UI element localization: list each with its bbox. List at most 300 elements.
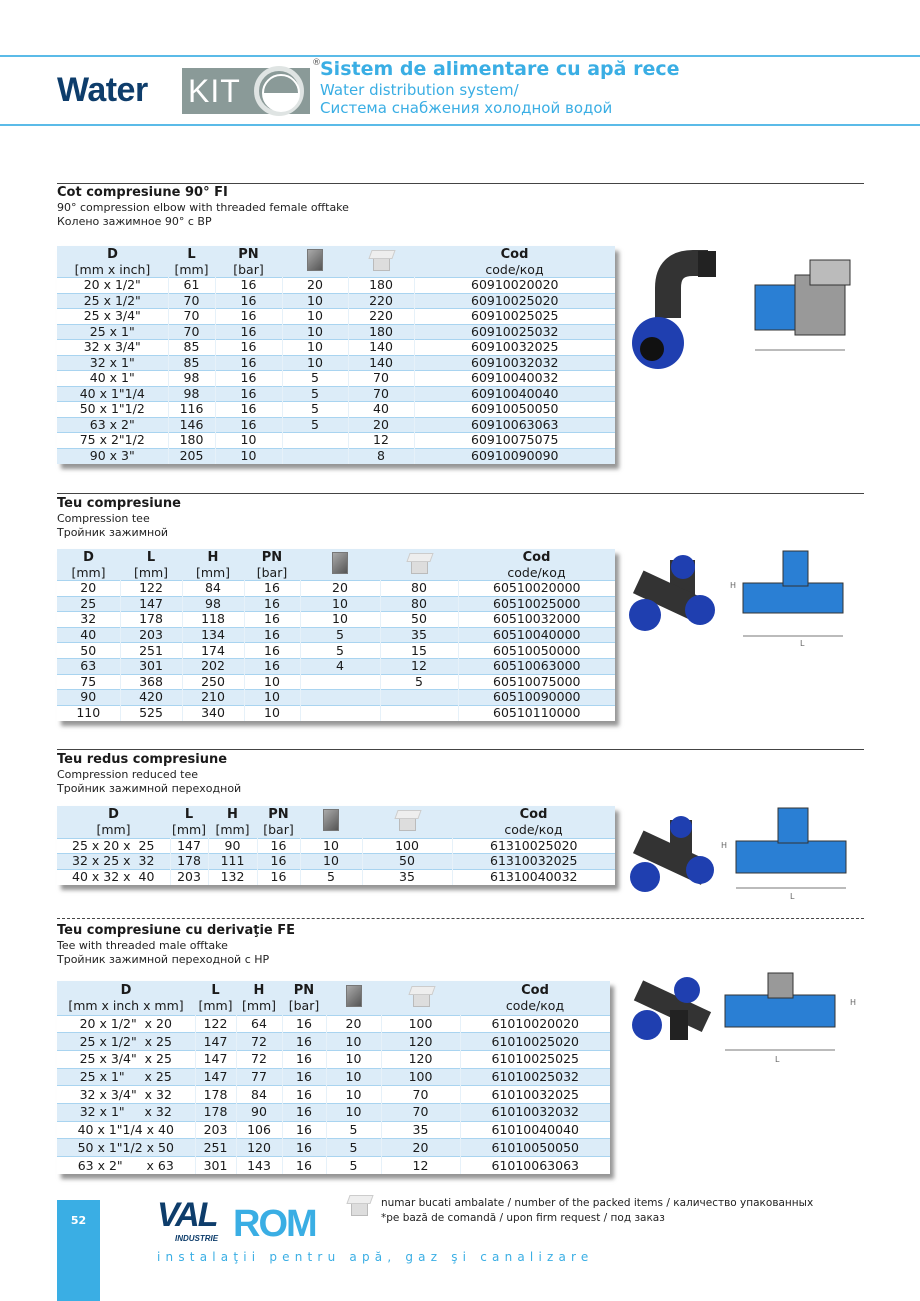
column-header <box>460 981 610 1015</box>
table-cell: 60510110000 <box>458 705 615 721</box>
table-cell: 120 <box>381 1033 460 1051</box>
table-row <box>57 402 615 418</box>
table-cell: 25 x 1" x 25 <box>57 1068 195 1086</box>
column-header <box>57 981 195 1015</box>
table-cell: 203 <box>195 1121 236 1139</box>
column-label: PN <box>238 247 259 262</box>
table-row <box>57 1050 610 1068</box>
table-cell: 61010040040 <box>460 1121 610 1139</box>
section-subtitle-ru: Тройник зажимной переходной с НР <box>57 953 270 966</box>
table-cell: 525 <box>120 705 182 721</box>
column-unit: [mm] <box>195 565 231 580</box>
table-cell: 16 <box>282 1103 326 1121</box>
registered-mark: ® <box>312 58 321 68</box>
table-cell: 40 x 1"1/4 x 40 <box>57 1121 195 1139</box>
table-cell: 146 <box>168 417 215 433</box>
table-cell: 16 <box>244 581 300 597</box>
table-cell: 140 <box>348 355 414 371</box>
table-cell: 10 <box>282 309 348 325</box>
table-cell: 70 <box>348 386 414 402</box>
table-cell: 251 <box>120 643 182 659</box>
header-bottom-rule <box>0 124 920 126</box>
column-header <box>236 981 282 1015</box>
table-row <box>57 581 615 597</box>
table-cell: 32 x 3/4" x 32 <box>57 1086 195 1104</box>
reduced-tee-drawing <box>718 803 863 903</box>
table-row <box>57 293 615 309</box>
table-cell: 40 x 32 x 40 <box>57 869 170 885</box>
table-cell: 16 <box>215 309 282 325</box>
column-header <box>414 246 615 278</box>
table-cell: 5 <box>300 869 362 885</box>
table-row <box>57 1033 610 1051</box>
table-cell: 60510075000 <box>458 674 615 690</box>
table-cell: 61310025020 <box>452 838 615 854</box>
product-table <box>57 549 615 721</box>
table-cell: 178 <box>120 612 182 628</box>
column-unit: code/код <box>504 822 563 838</box>
table-cell: 10 <box>282 324 348 340</box>
table-cell: 10 <box>282 340 348 356</box>
table-cell: 25 x 1/2" <box>57 293 168 309</box>
column-label: Cod <box>522 550 551 565</box>
column-header <box>57 549 120 581</box>
table-cell: 220 <box>348 293 414 309</box>
product-table <box>57 246 615 464</box>
column-header <box>215 246 282 278</box>
table-cell: 90 <box>208 838 257 854</box>
table-cell: 25 x 1/2" x 25 <box>57 1033 195 1051</box>
table-cell: 122 <box>195 1015 236 1033</box>
table-row <box>57 324 615 340</box>
table-cell: 118 <box>182 612 244 628</box>
section-subtitle-en: Tee with threaded male offtake <box>57 939 228 952</box>
table-cell: 16 <box>282 1033 326 1051</box>
table-cell: 16 <box>215 293 282 309</box>
bag-icon <box>332 552 348 574</box>
table-cell: 20 <box>300 581 380 597</box>
table-row <box>57 838 615 854</box>
table-cell: 16 <box>257 838 300 854</box>
column-unit: [mm] <box>215 822 250 838</box>
table-row <box>57 643 615 659</box>
table-cell: 147 <box>120 596 182 612</box>
table-row <box>57 448 615 464</box>
table-row <box>57 371 615 387</box>
table-cell: 5 <box>282 386 348 402</box>
table-cell: 63 <box>57 658 120 674</box>
table-cell: 90 <box>236 1103 282 1121</box>
table-cell: 16 <box>257 854 300 870</box>
table-cell: 12 <box>348 433 414 449</box>
column-label: L <box>187 247 196 262</box>
column-unit: [mm x inch] <box>74 262 151 277</box>
table-cell: 32 x 3/4" <box>57 340 168 356</box>
column-header <box>380 549 458 581</box>
table-cell: 180 <box>348 324 414 340</box>
table-cell: 16 <box>282 1121 326 1139</box>
column-header <box>244 549 300 581</box>
table-cell <box>300 705 380 721</box>
dim-h-label: H <box>721 841 728 850</box>
dim-h-label: H <box>730 581 737 590</box>
table-cell: 20 <box>282 278 348 294</box>
column-label: H <box>227 807 238 823</box>
table-cell: 63 x 2" x 63 <box>57 1157 195 1175</box>
tee-drawing <box>728 548 858 648</box>
column-label: L <box>184 807 194 823</box>
column-header <box>458 549 615 581</box>
dim-l-label: L <box>775 1055 780 1064</box>
table-cell: 16 <box>215 371 282 387</box>
table-cell: 85 <box>168 340 215 356</box>
table-cell: 5 <box>326 1139 381 1157</box>
table-cell: 50 <box>57 643 120 659</box>
column-unit: code/код <box>507 565 566 580</box>
table-cell: 16 <box>257 869 300 885</box>
table-row <box>57 355 615 371</box>
table-cell: 35 <box>362 869 452 885</box>
table-cell: 50 x 1"1/2 <box>57 402 168 418</box>
column-unit: [bar] <box>288 998 320 1014</box>
column-header <box>57 246 168 278</box>
table-row <box>57 658 615 674</box>
table-cell: 10 <box>326 1086 381 1104</box>
legend-upon-request: *pe bază de comandă / upon firm request / под заказ <box>381 1212 665 1224</box>
table-cell: 110 <box>57 705 120 721</box>
table-cell: 5 <box>326 1121 381 1139</box>
table-cell: 116 <box>168 402 215 418</box>
table-cell: 60510025000 <box>458 596 615 612</box>
column-header <box>57 806 170 838</box>
table-cell: 60910025025 <box>414 309 615 325</box>
page-title: Sistem de alimentare cu apă rece <box>320 58 680 80</box>
table-cell: 60910032032 <box>414 355 615 371</box>
valrom-logo-rom: ROM <box>233 1203 316 1245</box>
column-label: L <box>211 983 220 999</box>
table-row <box>57 340 615 356</box>
elbow-photo <box>628 248 718 373</box>
section-subtitle-ru: Тройник зажимной переходной <box>57 782 242 795</box>
table-row <box>57 854 615 870</box>
table-cell: 50 <box>362 854 452 870</box>
section-title: Teu compresiune <box>57 496 181 511</box>
table-cell: 20 x 1/2" x 20 <box>57 1015 195 1033</box>
table-row <box>57 869 615 885</box>
table-cell: 50 x 1"1/2 x 50 <box>57 1139 195 1157</box>
table-cell: 60910032025 <box>414 340 615 356</box>
table-cell: 80 <box>380 596 458 612</box>
table-cell: 180 <box>348 278 414 294</box>
section-title: Teu redus compresiune <box>57 752 228 767</box>
table-cell: 32 <box>57 612 120 628</box>
table-cell: 174 <box>182 643 244 659</box>
table-cell: 61010032032 <box>460 1103 610 1121</box>
table-cell: 61010025032 <box>460 1068 610 1086</box>
table-cell: 70 <box>381 1103 460 1121</box>
table-cell: 16 <box>215 324 282 340</box>
table-cell: 90 <box>57 690 120 706</box>
column-label: D <box>108 807 119 823</box>
table-cell: 35 <box>381 1121 460 1139</box>
table-row <box>57 1086 610 1104</box>
column-header <box>362 806 452 838</box>
table-cell: 210 <box>182 690 244 706</box>
table-cell: 106 <box>236 1121 282 1139</box>
table-cell: 35 <box>380 627 458 643</box>
table-cell: 50 <box>380 612 458 628</box>
column-header <box>208 806 257 838</box>
dim-l-label: L <box>790 892 795 901</box>
table-cell: 178 <box>195 1103 236 1121</box>
legend-packed-items: numar bucati ambalate / number of the packed items / каличество упакованных <box>381 1197 814 1209</box>
bag-icon <box>346 985 362 1007</box>
table-cell: 32 x 1" <box>57 355 168 371</box>
column-header <box>300 549 380 581</box>
table-cell: 60910040040 <box>414 386 615 402</box>
table-cell: 64 <box>236 1015 282 1033</box>
table-cell: 16 <box>215 340 282 356</box>
table-cell: 61010025020 <box>460 1033 610 1051</box>
table-cell: 60510063000 <box>458 658 615 674</box>
table-cell: 40 <box>57 627 120 643</box>
table-cell: 147 <box>170 838 208 854</box>
column-unit: [mm] <box>171 822 207 838</box>
section-subtitle-en: Compression reduced tee <box>57 768 199 781</box>
section-title: Cot compresiune 90° FI <box>57 185 228 200</box>
table-cell: 4 <box>300 658 380 674</box>
table-cell: 32 x 1" x 32 <box>57 1103 195 1121</box>
column-unit: [mm] <box>174 262 209 277</box>
table-cell: 40 x 1"1/4 <box>57 386 168 402</box>
box-icon <box>370 250 392 270</box>
column-label: Cod <box>521 983 549 999</box>
column-header <box>257 806 300 838</box>
tee-male-photo <box>625 975 720 1045</box>
table-cell: 84 <box>236 1086 282 1104</box>
product-table <box>57 981 610 1174</box>
table-row <box>57 386 615 402</box>
table-cell <box>380 705 458 721</box>
table-cell: 98 <box>182 596 244 612</box>
table-cell: 16 <box>244 658 300 674</box>
column-label: H <box>207 550 219 565</box>
table-cell: 75 <box>57 674 120 690</box>
table-cell: 61 <box>168 278 215 294</box>
table-cell: 147 <box>195 1033 236 1051</box>
table-cell: 75 x 2"1/2 <box>57 433 168 449</box>
table-cell: 10 <box>300 596 380 612</box>
column-unit: code/код <box>485 262 544 277</box>
table-cell: 80 <box>380 581 458 597</box>
table-cell: 90 x 3" <box>57 448 168 464</box>
column-header <box>381 981 460 1015</box>
table-cell <box>300 690 380 706</box>
table-cell: 25 x 1" <box>57 324 168 340</box>
table-cell: 84 <box>182 581 244 597</box>
table-cell: 251 <box>195 1139 236 1157</box>
table-cell: 10 <box>300 838 362 854</box>
table-cell: 10 <box>244 690 300 706</box>
table-cell: 16 <box>282 1086 326 1104</box>
table-cell: 20 <box>57 581 120 597</box>
logo-kit-text: KIT <box>188 73 241 109</box>
table-cell: 205 <box>168 448 215 464</box>
table-cell: 10 <box>215 448 282 464</box>
table-cell <box>282 433 348 449</box>
table-cell: 5 <box>282 371 348 387</box>
table-cell: 61010020020 <box>460 1015 610 1033</box>
table-cell: 61010063063 <box>460 1157 610 1175</box>
table-cell: 16 <box>282 1157 326 1175</box>
section-subtitle-ru: Тройник зажимной <box>57 526 169 539</box>
column-unit: [mm] <box>198 998 233 1014</box>
table-cell: 100 <box>381 1068 460 1086</box>
table-cell: 60910040032 <box>414 371 615 387</box>
table-cell: 140 <box>348 340 414 356</box>
table-row <box>57 278 615 294</box>
table-cell: 20 x 1/2" <box>57 278 168 294</box>
table-row <box>57 674 615 690</box>
table-cell: 60910063063 <box>414 417 615 433</box>
table-header <box>57 806 615 838</box>
table-cell: 16 <box>215 278 282 294</box>
table-cell: 10 <box>326 1033 381 1051</box>
column-label: PN <box>268 807 289 823</box>
table-cell: 20 <box>381 1139 460 1157</box>
table-cell: 10 <box>282 293 348 309</box>
section-divider <box>57 749 864 750</box>
column-header <box>348 246 414 278</box>
table-cell: 16 <box>282 1015 326 1033</box>
waterkit-logo-kit <box>182 68 310 114</box>
brand-tagline: instalaţii pentru apă, gaz şi canalizare <box>157 1250 594 1264</box>
section-divider <box>57 493 864 494</box>
table-row <box>57 1068 610 1086</box>
table-cell: 40 <box>348 402 414 418</box>
table-cell: 250 <box>182 674 244 690</box>
table-cell: 180 <box>168 433 215 449</box>
table-cell: 10 <box>326 1068 381 1086</box>
table-cell: 10 <box>326 1050 381 1068</box>
table-cell: 16 <box>215 402 282 418</box>
table-cell: 147 <box>195 1068 236 1086</box>
column-header <box>168 246 215 278</box>
table-cell: 10 <box>244 674 300 690</box>
product-table <box>57 806 615 885</box>
section-subtitle-en: 90° compression elbow with threaded female offtake <box>57 201 349 214</box>
table-cell: 70 <box>348 371 414 387</box>
table-cell: 16 <box>244 643 300 659</box>
page-subtitle-ru: Система снабжения холодной водой <box>320 99 613 117</box>
table-cell: 10 <box>300 854 362 870</box>
table-cell: 72 <box>236 1033 282 1051</box>
table-cell <box>282 448 348 464</box>
bag-icon <box>307 249 323 271</box>
table-cell: 178 <box>170 854 208 870</box>
table-cell: 60910050050 <box>414 402 615 418</box>
table-row <box>57 1103 610 1121</box>
column-header <box>300 806 362 838</box>
table-cell: 85 <box>168 355 215 371</box>
table-cell: 16 <box>282 1050 326 1068</box>
table-cell: 60910025032 <box>414 324 615 340</box>
table-cell: 203 <box>120 627 182 643</box>
column-label: D <box>107 247 118 262</box>
table-cell: 132 <box>208 869 257 885</box>
column-label: Cod <box>500 247 529 262</box>
table-cell <box>300 674 380 690</box>
table-cell: 10 <box>244 705 300 721</box>
table-row <box>57 309 615 325</box>
table-cell: 5 <box>282 402 348 418</box>
table-cell: 5 <box>282 417 348 433</box>
table-cell: 25 x 20 x 25 <box>57 838 170 854</box>
table-cell: 5 <box>326 1157 381 1175</box>
dim-l-label: L <box>800 639 805 648</box>
elbow-drawing <box>745 255 865 360</box>
table-cell: 203 <box>170 869 208 885</box>
table-cell: 178 <box>195 1086 236 1104</box>
table-cell: 16 <box>244 596 300 612</box>
table-cell: 143 <box>236 1157 282 1175</box>
table-cell: 40 x 1" <box>57 371 168 387</box>
column-label: H <box>253 983 265 999</box>
column-header <box>282 981 326 1015</box>
table-cell: 61010050050 <box>460 1139 610 1157</box>
table-cell: 70 <box>381 1086 460 1104</box>
column-unit: [mm] <box>96 822 131 838</box>
table-cell: 61010032025 <box>460 1086 610 1104</box>
logo-ring-icon <box>254 66 304 116</box>
table-cell: 10 <box>215 433 282 449</box>
column-header <box>326 981 381 1015</box>
table-cell: 12 <box>381 1157 460 1175</box>
table-cell: 220 <box>348 309 414 325</box>
box-icon <box>408 553 430 573</box>
table-cell: 70 <box>168 324 215 340</box>
table-cell: 12 <box>380 658 458 674</box>
table-cell: 16 <box>215 386 282 402</box>
table-cell: 25 <box>57 596 120 612</box>
table-cell: 32 x 25 x 32 <box>57 854 170 870</box>
column-unit: [bar] <box>263 822 294 838</box>
column-label: PN <box>261 550 283 565</box>
valrom-logo-industrie: INDUSTRIE <box>175 1234 219 1243</box>
header-top-rule <box>0 55 920 57</box>
column-header <box>182 549 244 581</box>
table-cell: 10 <box>326 1103 381 1121</box>
table-cell: 100 <box>362 838 452 854</box>
table-cell: 420 <box>120 690 182 706</box>
column-unit: [bar] <box>233 262 264 277</box>
section-subtitle-en: Compression tee <box>57 512 150 525</box>
table-header <box>57 549 615 581</box>
column-header <box>170 806 208 838</box>
table-cell: 202 <box>182 658 244 674</box>
column-label: PN <box>293 983 315 999</box>
table-cell: 98 <box>168 371 215 387</box>
table-cell: 70 <box>168 309 215 325</box>
table-cell: 147 <box>195 1050 236 1068</box>
section-divider <box>57 183 864 184</box>
column-unit: [bar] <box>256 565 288 580</box>
table-cell: 122 <box>120 581 182 597</box>
column-header <box>452 806 615 838</box>
box-icon <box>396 810 418 830</box>
column-unit: [mm] <box>241 998 277 1014</box>
valrom-logo <box>157 1198 327 1246</box>
